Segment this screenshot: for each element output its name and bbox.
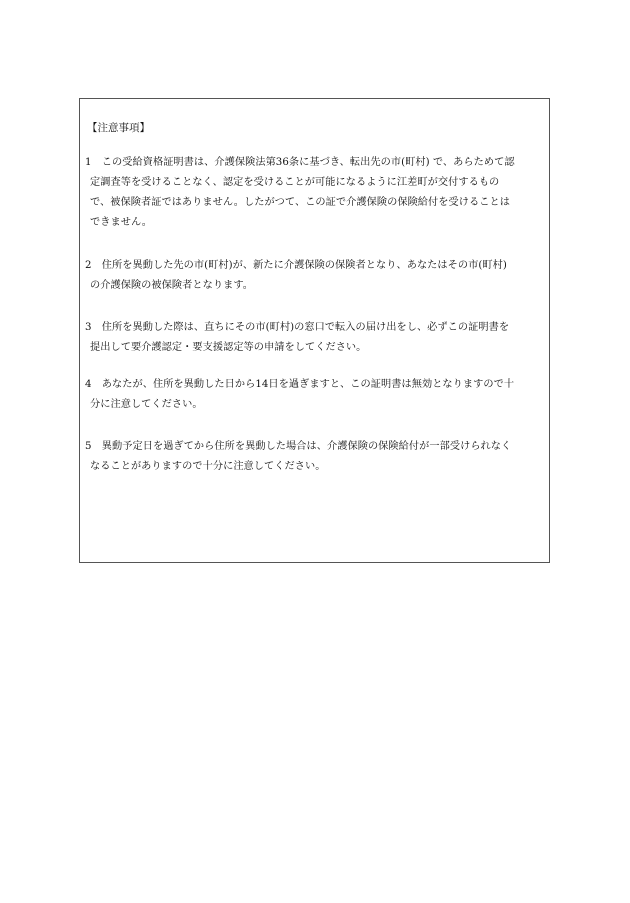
notice-item-4-line-2: 分に注意してください。 [90, 399, 203, 410]
notice-item-1-line-4: できません。 [90, 217, 153, 228]
notice-item-3 [85, 318, 547, 358]
notice-item-5-line-2: なることがありますので十分に注意してください。 [90, 461, 326, 472]
notice-item-3-line-2: 提出して要介護認定・要支援認定等の申請をしてください。 [90, 342, 367, 353]
notice-item-4-line-1: 4 あなたが、住所を異動した日から14日を過ぎますと、この証明書は無効となりますので十 [85, 379, 515, 390]
notice-item-2-line-1: 2 住所を異動した先の市(町村)が、新たに介護保険の保険者となり、あなたはその市(町村) [85, 260, 507, 271]
notice-item-1-line-3: で、被保険者証ではありません。したがつて、この証で介護保険の保険給付を受けることは [90, 197, 510, 208]
notice-item-5 [85, 437, 547, 477]
notice-item-5-line-1: 5 異動予定日を過ぎてから住所を異動した場合は、介護保険の保険給付が一部受けられなく [85, 441, 512, 452]
notice-item-1-line-2: 定調査等を受けることなく、認定を受けることが可能になるように江差町が交付するもの [90, 177, 500, 188]
notice-item-2 [85, 256, 547, 296]
notice-item-4 [85, 375, 547, 415]
notice-item-2-line-2: の介護保険の被保険者となります。 [90, 280, 253, 291]
notice-box [79, 98, 550, 563]
notice-title: 【注意事項】 [87, 122, 150, 134]
notice-item-1-line-1: 1 この受給資格証明書は、介護保険法第36条に基づき、転出先の市(町村) で、あらためて認 [85, 157, 515, 168]
notice-item-1 [85, 153, 547, 233]
notice-item-3-line-1: 3 住所を異動した際は、直ちにその市(町村)の窓口で転入の届け出をし、必ずこの証明書を [85, 322, 510, 333]
